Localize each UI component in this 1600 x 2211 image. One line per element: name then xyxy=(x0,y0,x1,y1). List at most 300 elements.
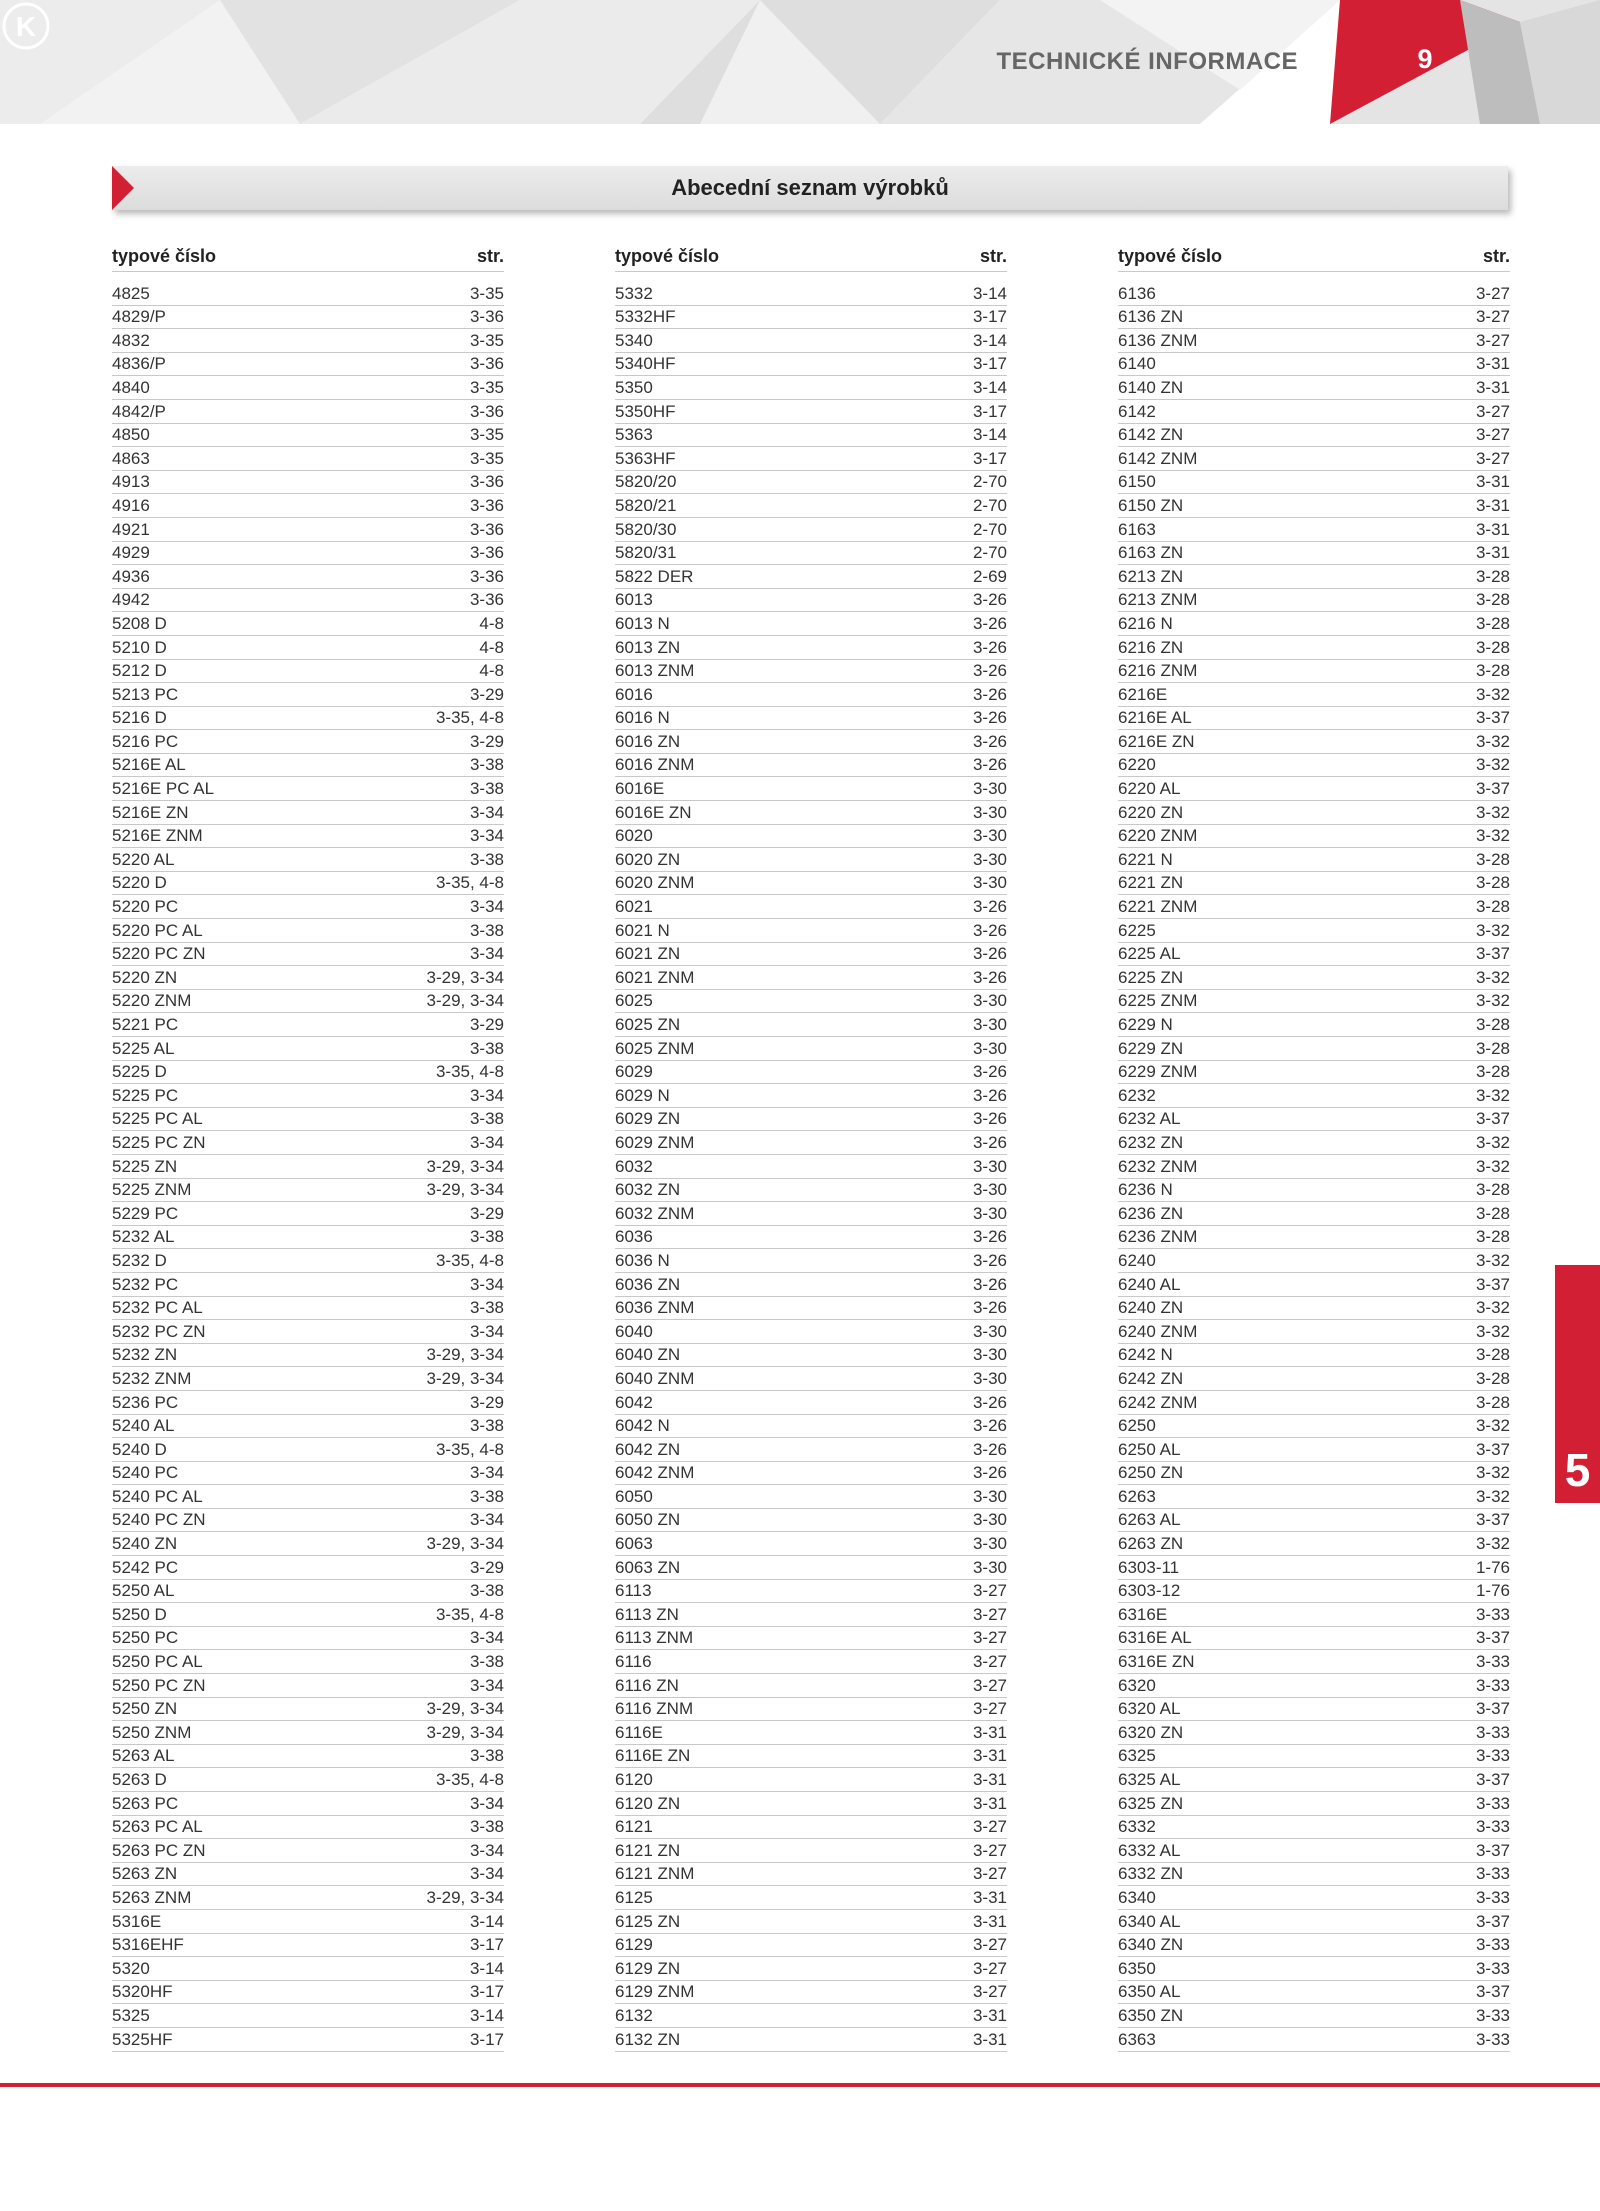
page-reference: 3-31 xyxy=(1475,495,1510,515)
page-reference: 3-34 xyxy=(469,1840,504,1860)
table-row xyxy=(1118,707,1510,731)
table-row xyxy=(615,1745,1007,1769)
table-row xyxy=(615,1603,1007,1627)
type-number: 5263 PC AL xyxy=(112,1817,203,1837)
header-title: TECHNICKÉ INFORMACE xyxy=(996,48,1298,75)
page-reference: 3-30 xyxy=(972,1038,1007,1058)
type-number: 5240 D xyxy=(112,1439,167,1459)
footer-line xyxy=(0,2083,1600,2087)
table-row xyxy=(1118,1556,1510,1580)
table-row xyxy=(1118,494,1510,518)
page-reference: 3-31 xyxy=(972,1722,1007,1742)
type-number: 6116 ZN xyxy=(615,1675,679,1695)
page-reference: 3-28 xyxy=(1475,566,1510,586)
table-row xyxy=(1118,1438,1510,1462)
type-number: 6140 xyxy=(1118,354,1156,374)
page-reference: 3-33 xyxy=(1475,1746,1510,1766)
type-number: 6140 ZN xyxy=(1118,377,1184,397)
table-row xyxy=(112,518,504,542)
page-reference: 3-26 xyxy=(972,661,1007,681)
page-reference: 3-31 xyxy=(1475,543,1510,563)
table-row xyxy=(1118,376,1510,400)
table-row xyxy=(112,1108,504,1132)
type-number: 5340HF xyxy=(615,354,676,374)
page-reference: 3-26 xyxy=(972,1439,1007,1459)
page-reference: 3-27 xyxy=(972,1840,1007,1860)
table-row xyxy=(615,1650,1007,1674)
table-row xyxy=(112,471,504,495)
page-reference: 3-38 xyxy=(469,1817,504,1837)
type-number: 6013 ZN xyxy=(615,637,681,657)
type-number: 5216E PC AL xyxy=(112,779,215,799)
page-reference: 3-37 xyxy=(1475,1109,1510,1129)
table-row xyxy=(1118,801,1510,825)
page-reference: 3-27 xyxy=(1475,448,1510,468)
type-number: 6340 ZN xyxy=(1118,1935,1184,1955)
type-number: 6132 xyxy=(615,2005,653,2025)
type-number: 6225 ZNM xyxy=(1118,991,1198,1011)
table-row xyxy=(1118,1674,1510,1698)
page-reference: 3-29 xyxy=(469,1203,504,1223)
page-reference: 3-17 xyxy=(469,1982,504,2002)
type-number: 6220 ZN xyxy=(1118,802,1184,822)
type-number: 5236 PC xyxy=(112,1392,179,1412)
table-row xyxy=(1118,471,1510,495)
table-row xyxy=(615,542,1007,566)
page-reference: 3-29, 3-34 xyxy=(426,1345,504,1365)
page-reference: 3-38 xyxy=(469,779,504,799)
type-number: 6040 ZNM xyxy=(615,1368,695,1388)
chapter-number: 5 xyxy=(1564,1444,1591,1496)
table-row xyxy=(615,1202,1007,1226)
table-row xyxy=(615,1816,1007,1840)
page-reference: 3-27 xyxy=(972,1699,1007,1719)
table-row xyxy=(615,471,1007,495)
table-row xyxy=(615,1886,1007,1910)
page-reference: 3-28 xyxy=(1475,1345,1510,1365)
table-row xyxy=(1118,1721,1510,1745)
page-reference: 3-35, 4-8 xyxy=(435,1604,504,1624)
page-reference: 3-29 xyxy=(469,731,504,751)
page-reference: 3-33 xyxy=(1475,1793,1510,1813)
type-number: 6050 xyxy=(615,1486,653,1506)
page-reference: 3-34 xyxy=(469,944,504,964)
page-reference: 3-34 xyxy=(469,1510,504,1530)
type-number: 4913 xyxy=(112,472,150,492)
type-number: 6213 ZN xyxy=(1118,566,1184,586)
page-reference: 3-32 xyxy=(1475,1156,1510,1176)
page-reference: 3-33 xyxy=(1475,1604,1510,1624)
page-reference: 3-30 xyxy=(972,826,1007,846)
page-reference: 3-31 xyxy=(1475,519,1510,539)
page-reference: 3-14 xyxy=(469,2005,504,2025)
type-number: 5220 PC xyxy=(112,897,179,917)
table-row xyxy=(1118,683,1510,707)
table-row xyxy=(112,730,504,754)
page-reference: 3-26 xyxy=(972,1250,1007,1270)
type-number: 5225 AL xyxy=(112,1038,175,1058)
table-row xyxy=(1118,730,1510,754)
page-reference: 4-8 xyxy=(479,637,504,657)
type-number: 5240 PC xyxy=(112,1463,179,1483)
page-reference: 3-29, 3-34 xyxy=(426,967,504,987)
page-reference: 3-32 xyxy=(1475,1534,1510,1554)
type-number: 5340 xyxy=(615,330,653,350)
table-row xyxy=(112,282,504,306)
table-row xyxy=(1118,1957,1510,1981)
type-number: 5220 ZNM xyxy=(112,991,192,1011)
table-row xyxy=(112,1179,504,1203)
table-row xyxy=(615,777,1007,801)
type-number: 6242 ZNM xyxy=(1118,1392,1198,1412)
type-number: 5210 D xyxy=(112,637,167,657)
page-reference: 3-33 xyxy=(1475,1675,1510,1695)
page-reference: 1-76 xyxy=(1475,1581,1510,1601)
table-row xyxy=(615,306,1007,330)
page-reference: 3-17 xyxy=(469,1935,504,1955)
page-reference: 3-32 xyxy=(1475,826,1510,846)
table-row xyxy=(615,660,1007,684)
page-reference: 3-34 xyxy=(469,1085,504,1105)
table-row xyxy=(112,660,504,684)
table-row xyxy=(615,1863,1007,1887)
page-reference: 3-31 xyxy=(972,1911,1007,1931)
type-number: 5220 ZN xyxy=(112,967,178,987)
company-logo-icon xyxy=(0,0,52,52)
type-number: 5225 ZNM xyxy=(112,1180,192,1200)
page-number: 9 xyxy=(1417,44,1433,74)
type-number: 6129 ZN xyxy=(615,1958,681,1978)
table-row xyxy=(112,1131,504,1155)
table-row xyxy=(615,825,1007,849)
type-number: 5216 PC xyxy=(112,731,179,751)
table-row xyxy=(112,1863,504,1887)
type-number: 6320 ZN xyxy=(1118,1722,1184,1742)
page-reference: 3-29, 3-34 xyxy=(426,1699,504,1719)
table-row xyxy=(112,683,504,707)
table-row xyxy=(112,2004,504,2028)
page-reference: 3-26 xyxy=(972,967,1007,987)
type-number: 6250 xyxy=(1118,1416,1156,1436)
table-row xyxy=(112,1226,504,1250)
type-number: 6240 AL xyxy=(1118,1274,1181,1294)
type-number: 5240 PC AL xyxy=(112,1486,203,1506)
table-row xyxy=(1118,943,1510,967)
type-number: 6221 N xyxy=(1118,849,1173,869)
type-number: 6263 xyxy=(1118,1486,1156,1506)
page-reference: 3-32 xyxy=(1475,684,1510,704)
page-reference: 3-26 xyxy=(972,897,1007,917)
table-row xyxy=(615,1721,1007,1745)
page-reference: 3-26 xyxy=(972,1298,1007,1318)
table-row xyxy=(112,636,504,660)
table-row xyxy=(112,400,504,424)
type-number: 4836/P xyxy=(112,354,166,374)
page-reference: 3-26 xyxy=(972,708,1007,728)
page-reference: 3-30 xyxy=(972,1486,1007,1506)
type-number: 6136 ZN xyxy=(1118,307,1184,327)
table-row xyxy=(615,282,1007,306)
type-number: 4863 xyxy=(112,448,150,468)
page-reference: 3-37 xyxy=(1475,1911,1510,1931)
page-reference: 3-34 xyxy=(469,826,504,846)
column-header-type: typové číslo xyxy=(615,246,720,266)
table-row xyxy=(615,1273,1007,1297)
header-background xyxy=(0,0,1600,124)
table-row xyxy=(615,612,1007,636)
table-row xyxy=(615,1698,1007,1722)
type-number: 6032 xyxy=(615,1156,653,1176)
type-number: 6232 xyxy=(1118,1085,1156,1105)
type-number: 6113 xyxy=(615,1581,652,1601)
table-row xyxy=(1118,1367,1510,1391)
page-reference: 3-29 xyxy=(469,1015,504,1034)
type-number: 5232 PC AL xyxy=(112,1298,203,1318)
type-number: 6021 N xyxy=(615,920,670,940)
table-row xyxy=(1118,1013,1510,1037)
type-number: 6250 AL xyxy=(1118,1439,1181,1459)
page-reference: 3-28 xyxy=(1475,613,1510,633)
page-reference: 3-26 xyxy=(972,755,1007,775)
page-reference: 3-14 xyxy=(972,377,1007,397)
type-number: 5221 PC xyxy=(112,1015,179,1034)
page-reference: 3-33 xyxy=(1475,1864,1510,1884)
table-row xyxy=(615,589,1007,613)
page-reference: 3-36 xyxy=(469,566,504,586)
page-reference: 3-32 xyxy=(1475,920,1510,940)
type-number: 6036 ZNM xyxy=(615,1298,695,1318)
type-number: 5263 ZN xyxy=(112,1864,178,1884)
table-row xyxy=(615,872,1007,896)
page-reference: 3-34 xyxy=(469,802,504,822)
page-reference: 3-14 xyxy=(972,330,1007,350)
type-number: 6225 ZN xyxy=(1118,967,1184,987)
page-reference: 3-36 xyxy=(469,590,504,610)
type-number: 6213 ZNM xyxy=(1118,590,1198,610)
table-row xyxy=(1118,2004,1510,2028)
page-reference: 3-27 xyxy=(1475,330,1510,350)
table-row xyxy=(112,306,504,330)
type-number: 6232 ZNM xyxy=(1118,1156,1198,1176)
page-reference: 3-28 xyxy=(1475,873,1510,893)
column-rows xyxy=(615,282,1007,2052)
type-number: 5242 PC xyxy=(112,1557,179,1577)
table-row xyxy=(1118,990,1510,1014)
type-number: 6040 xyxy=(615,1321,653,1341)
type-number: 5263 PC ZN xyxy=(112,1840,206,1860)
page-reference: 3-37 xyxy=(1475,1982,1510,2002)
table-row xyxy=(112,966,504,990)
table-row xyxy=(615,1249,1007,1273)
type-number: 5263 D xyxy=(112,1770,167,1789)
type-number: 6220 AL xyxy=(1118,779,1181,799)
table-row xyxy=(615,1084,1007,1108)
table-row xyxy=(615,329,1007,353)
type-number: 6216E ZN xyxy=(1118,731,1195,751)
table-row xyxy=(112,801,504,825)
table-row xyxy=(112,1509,504,1533)
type-number: 4832 xyxy=(112,330,150,350)
table-row xyxy=(615,1415,1007,1439)
table-row xyxy=(1118,1934,1510,1958)
page-reference: 3-32 xyxy=(1475,731,1510,751)
type-number: 5225 PC ZN xyxy=(112,1132,206,1152)
type-number: 6036 ZN xyxy=(615,1274,681,1294)
page-reference: 3-28 xyxy=(1475,637,1510,657)
page-reference: 3-17 xyxy=(972,307,1007,327)
type-number: 5240 AL xyxy=(112,1416,175,1436)
page-reference: 3-30 xyxy=(972,873,1007,893)
table-row xyxy=(615,1485,1007,1509)
page-reference: 3-35, 4-8 xyxy=(435,708,504,728)
type-number: 6216 ZN xyxy=(1118,637,1184,657)
type-number: 5822 DER xyxy=(615,566,694,586)
page-reference: 3-27 xyxy=(972,1628,1007,1648)
page-reference: 3-38 xyxy=(469,1227,504,1247)
table-row xyxy=(1118,1627,1510,1651)
type-number: 6229 ZNM xyxy=(1118,1062,1198,1082)
page-reference: 3-35 xyxy=(469,377,504,397)
type-number: 6240 ZNM xyxy=(1118,1321,1198,1341)
table-row xyxy=(615,1627,1007,1651)
type-number: 6136 ZNM xyxy=(1118,330,1198,350)
type-number: 5220 PC ZN xyxy=(112,944,206,964)
page-reference: 3-28 xyxy=(1475,1062,1510,1082)
type-number: 5220 D xyxy=(112,873,167,893)
page-reference: 3-14 xyxy=(469,1958,504,1978)
table-row xyxy=(615,518,1007,542)
index-column-1 xyxy=(112,240,504,2052)
type-number: 6220 ZNM xyxy=(1118,826,1198,846)
type-number: 6021 xyxy=(615,897,653,917)
page-reference: 3-38 xyxy=(469,1416,504,1436)
table-row xyxy=(1118,1179,1510,1203)
table-row xyxy=(1118,1037,1510,1061)
page-reference: 2-70 xyxy=(972,519,1007,539)
table-row xyxy=(112,1297,504,1321)
type-number: 6240 xyxy=(1118,1250,1156,1270)
page-reference: 3-37 xyxy=(1475,779,1510,799)
page-reference: 3-37 xyxy=(1475,1840,1510,1860)
table-row xyxy=(112,1745,504,1769)
type-number: 6350 AL xyxy=(1118,1982,1181,2002)
table-row xyxy=(112,1415,504,1439)
type-number: 5316EHF xyxy=(112,1935,184,1955)
type-number: 6216E xyxy=(1118,684,1168,704)
table-row xyxy=(1118,565,1510,589)
type-number: 5216 D xyxy=(112,708,167,728)
table-row xyxy=(1118,660,1510,684)
table-row xyxy=(112,1957,504,1981)
page-reference: 3-36 xyxy=(469,354,504,374)
index-column-3 xyxy=(1118,240,1510,2052)
table-row xyxy=(112,777,504,801)
page-reference: 3-26 xyxy=(972,1416,1007,1436)
table-row xyxy=(615,636,1007,660)
table-row xyxy=(615,1580,1007,1604)
type-number: 6016E xyxy=(615,779,665,799)
table-row xyxy=(1118,1084,1510,1108)
table-row xyxy=(615,1297,1007,1321)
table-row xyxy=(1118,1485,1510,1509)
type-number: 6242 N xyxy=(1118,1345,1173,1365)
type-number: 5220 PC AL xyxy=(112,920,203,940)
page-reference: 3-32 xyxy=(1475,1416,1510,1436)
page-reference: 3-17 xyxy=(469,2029,504,2049)
type-number: 6163 xyxy=(1118,519,1156,539)
table-row xyxy=(615,707,1007,731)
table-row xyxy=(112,494,504,518)
type-number: 5332HF xyxy=(615,307,676,327)
table-row xyxy=(1118,1981,1510,2005)
type-number: 5320 xyxy=(112,1958,150,1978)
table-row xyxy=(615,424,1007,448)
table-row xyxy=(615,1391,1007,1415)
table-row xyxy=(1118,282,1510,306)
type-number: 6225 xyxy=(1118,920,1156,940)
page-reference: 3-27 xyxy=(1475,307,1510,327)
page-reference: 3-32 xyxy=(1475,1486,1510,1506)
page-reference: 3-30 xyxy=(972,1345,1007,1365)
table-row xyxy=(112,1934,504,1958)
table-row xyxy=(615,943,1007,967)
type-number: 4842/P xyxy=(112,401,166,421)
section-title: Abecední seznam výrobků xyxy=(671,175,949,200)
page-reference: 3-29, 3-34 xyxy=(426,1156,504,1176)
type-number: 6036 xyxy=(615,1227,653,1247)
page-reference: 2-69 xyxy=(972,566,1007,586)
page-reference: 3-28 xyxy=(1475,661,1510,681)
page-reference: 3-31 xyxy=(972,1770,1007,1789)
page-reference: 3-31 xyxy=(972,2005,1007,2025)
page-reference: 3-27 xyxy=(972,1958,1007,1978)
type-number: 5350 xyxy=(615,377,653,397)
page-reference: 3-31 xyxy=(972,2029,1007,2049)
type-number: 5320HF xyxy=(112,1982,173,2002)
table-row xyxy=(1118,872,1510,896)
type-number: 5363 xyxy=(615,425,653,445)
table-row xyxy=(615,1108,1007,1132)
table-row xyxy=(615,1934,1007,1958)
table-row xyxy=(615,494,1007,518)
type-number: 6225 AL xyxy=(1118,944,1181,964)
table-row xyxy=(615,1155,1007,1179)
page-reference: 3-35 xyxy=(469,330,504,350)
type-number: 6116 ZNM xyxy=(615,1699,694,1719)
page-reference: 3-37 xyxy=(1475,708,1510,728)
page-reference: 3-34 xyxy=(469,1628,504,1648)
table-row xyxy=(112,848,504,872)
page-reference: 3-26 xyxy=(972,590,1007,610)
page-reference: 3-26 xyxy=(972,1109,1007,1129)
type-number: 5820/31 xyxy=(615,543,677,563)
table-row xyxy=(112,329,504,353)
table-row xyxy=(1118,1532,1510,1556)
type-number: 6016 ZNM xyxy=(615,755,695,775)
table-row xyxy=(1118,306,1510,330)
table-row xyxy=(112,872,504,896)
page-reference: 3-30 xyxy=(972,1015,1007,1034)
table-row xyxy=(112,1249,504,1273)
table-row xyxy=(615,447,1007,471)
type-number: 5216E ZN xyxy=(112,802,189,822)
type-number: 6129 ZNM xyxy=(615,1982,695,2002)
table-row xyxy=(1118,1297,1510,1321)
type-number: 6050 ZN xyxy=(615,1510,681,1530)
type-number: 5820/21 xyxy=(615,495,677,515)
type-number: 6316E AL xyxy=(1118,1628,1192,1648)
type-number: 6236 ZNM xyxy=(1118,1227,1198,1247)
